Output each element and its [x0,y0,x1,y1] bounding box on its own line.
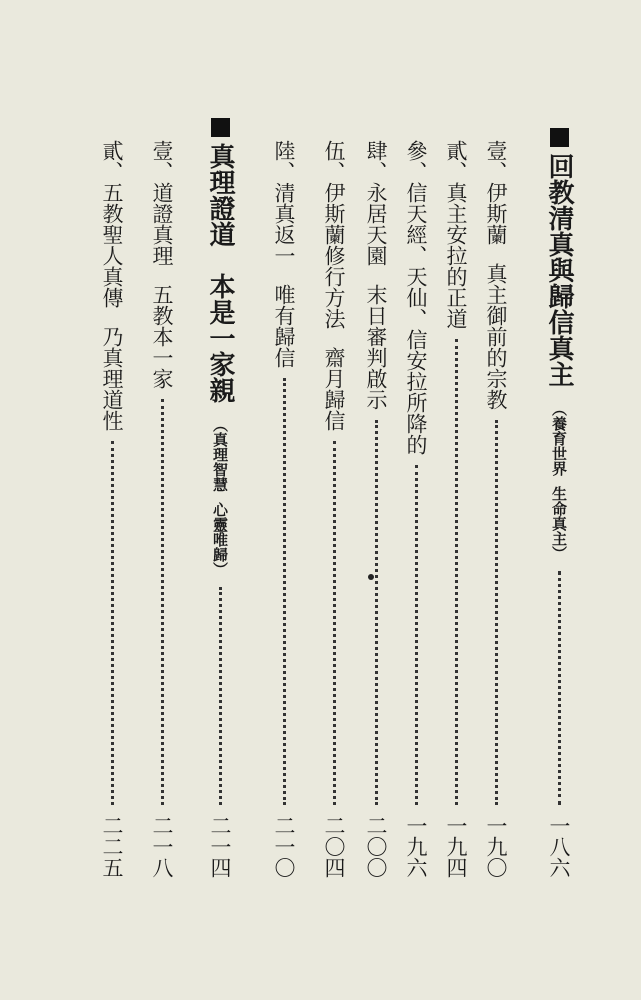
toc-entry[interactable] [484,140,508,878]
entry-page: 二〇四 [322,815,346,878]
entry-title: 唯有歸信 [272,284,296,368]
toc-entry[interactable] [404,140,428,878]
square-bullet-icon [211,118,230,137]
section2-title-a: 真理證道 [205,143,235,247]
entry-title: 末日審判啟示 [364,284,388,410]
leader-dots [375,420,378,805]
entry-label: 貳、真主安拉的正道 [444,140,468,329]
entry-page: 二二五 [100,815,124,878]
entry-title: 五教本一家 [150,284,174,389]
section2-heading [206,118,234,878]
square-bullet-icon [550,128,569,147]
toc-entry[interactable] [444,140,468,878]
entry-page: 一九六 [404,815,428,878]
leader-dots [111,441,114,805]
leader-dots [415,465,418,805]
toc-entry[interactable] [150,140,174,878]
leader-dots [558,571,561,805]
entry-page: 一九〇 [484,815,508,878]
leader-dots [161,399,164,805]
section2-subtitle-a: （真理智慧 [211,417,229,492]
entry-title: 齋月歸信 [322,347,346,431]
section1-page: 一八六 [547,815,571,878]
entry-page: 二〇〇 [364,815,388,878]
entry-page: 一九四 [444,815,468,878]
toc-entry[interactable] [364,140,388,878]
entry-label: 貳、五教聖人真傳 [100,140,124,308]
entry-label: 伍、伊斯蘭修行方法 [322,140,346,329]
leader-dots [333,441,336,805]
section1-subtitle-a: （養育世界 [550,401,568,476]
entry-label: 壹、伊斯蘭 [484,140,508,245]
entry-label: 參、信天經、天仙、信安拉所降的 [404,140,428,455]
entry-label: 壹、道證真理 [150,140,174,266]
toc-entry[interactable] [272,140,296,878]
section2-page: 二一四 [208,815,232,878]
toc-entry[interactable] [322,140,346,878]
leader-dots [283,378,286,805]
leader-dots [219,587,222,805]
section2-subtitle-b: 心靈唯歸） [211,502,229,577]
leader-dots [495,420,498,805]
section1-title: 回教清真與歸信真主 [544,153,574,387]
entry-title: 真主御前的宗教 [484,263,508,410]
ink-speck [368,574,374,580]
section2-title-b: 本是一家親 [205,273,235,403]
leader-dots [455,339,458,805]
toc-entry[interactable] [100,140,124,878]
entry-label: 陸、清真返一 [272,140,296,266]
entry-page: 二一〇 [272,815,296,878]
section1-subtitle-b: 生命真主） [550,486,568,561]
entry-page: 二一八 [150,815,174,878]
entry-label: 肆、永居天園 [364,140,388,266]
section1-heading [545,128,573,878]
entry-title: 乃真理道性 [100,326,124,431]
